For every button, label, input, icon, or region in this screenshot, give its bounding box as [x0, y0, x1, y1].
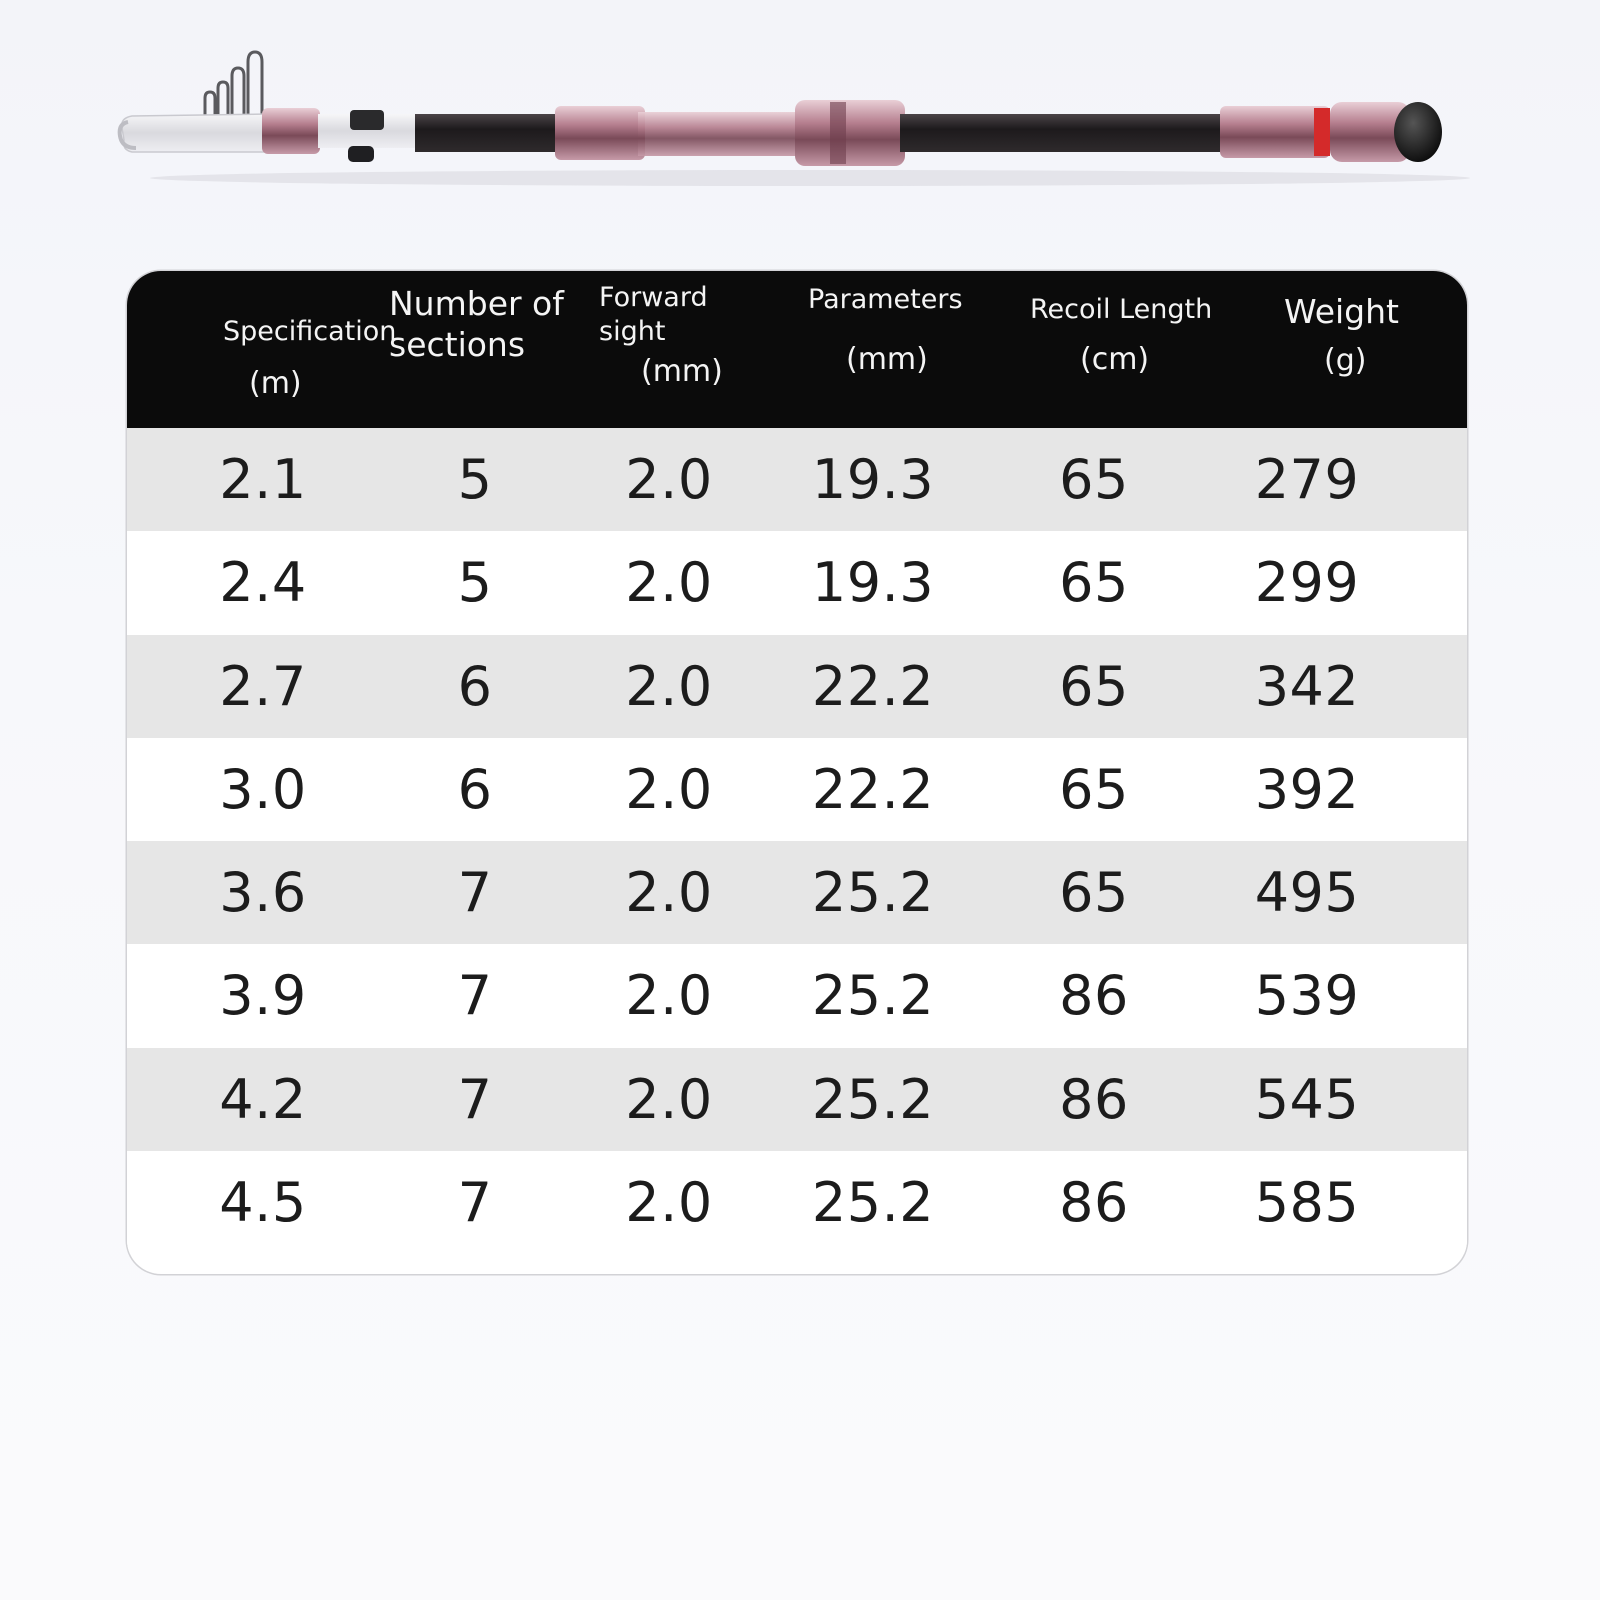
spec-table [127, 271, 1467, 1274]
cell-weight: 299 [1254, 551, 1360, 615]
cell-parameters: 19.3 [811, 551, 935, 615]
cell-weight: 539 [1254, 964, 1360, 1028]
table-row [127, 738, 1467, 841]
cell-sections: 7 [457, 861, 493, 925]
header-recoil-length [1030, 293, 1212, 378]
cell-specification: 3.6 [219, 861, 307, 925]
cell-weight: 342 [1254, 654, 1360, 718]
cell-forward-sight: 2.0 [625, 654, 713, 718]
header-recoil-length-label: Recoil Length [1030, 294, 1213, 325]
cell-specification: 3.0 [219, 757, 307, 821]
table-row [127, 428, 1467, 531]
cell-specification: 2.1 [219, 448, 307, 512]
telescopic-fishing-rod-icon [110, 40, 1490, 200]
cell-forward-sight: 2.0 [625, 448, 713, 512]
cell-parameters: 25.2 [811, 964, 935, 1028]
cell-weight: 495 [1254, 861, 1360, 925]
cell-forward-sight: 2.0 [625, 1170, 713, 1234]
cell-specification: 2.4 [219, 551, 307, 615]
cell-specification: 4.2 [219, 1067, 307, 1131]
cell-specification: 3.9 [219, 964, 307, 1028]
cell-sections: 7 [457, 964, 493, 1028]
cell-parameters: 25.2 [811, 1067, 935, 1131]
cell-parameters: 22.2 [811, 757, 935, 821]
header-parameters-label: Parameters [808, 284, 963, 315]
fishing-rod-image [110, 40, 1490, 200]
header-weight-unit: (g) [1324, 343, 1367, 379]
cell-forward-sight: 2.0 [625, 861, 713, 925]
cell-recoil-length: 65 [1059, 654, 1129, 718]
table-row [127, 531, 1467, 634]
header-forward-sight-line1: Forward [599, 282, 708, 313]
cell-specification: 4.5 [219, 1170, 307, 1234]
header-recoil-length-unit: (cm) [1080, 341, 1150, 377]
cell-parameters: 22.2 [811, 654, 935, 718]
cell-sections: 5 [457, 448, 493, 512]
header-parameters [808, 283, 963, 378]
cell-recoil-length: 65 [1059, 757, 1129, 821]
header-forward-sight-line2: sight [599, 315, 666, 347]
cell-sections: 7 [457, 1170, 493, 1234]
table-row [127, 635, 1467, 738]
header-forward-sight [599, 281, 723, 390]
table-header [127, 271, 1467, 428]
cell-weight: 545 [1254, 1067, 1360, 1131]
header-specification-label: Specification [223, 316, 397, 347]
header-number-of-sections-line1: Number of [389, 284, 564, 323]
cell-parameters: 25.2 [811, 1170, 935, 1234]
header-specification-unit: (m) [249, 365, 302, 401]
cell-recoil-length: 86 [1059, 1170, 1129, 1234]
table-row [127, 1048, 1467, 1151]
cell-forward-sight: 2.0 [625, 551, 713, 615]
cell-sections: 5 [457, 551, 493, 615]
cell-forward-sight: 2.0 [625, 964, 713, 1028]
cell-recoil-length: 65 [1059, 448, 1129, 512]
header-number-of-sections-line2: sections [389, 325, 526, 365]
header-weight [1284, 291, 1399, 380]
cell-parameters: 19.3 [811, 448, 935, 512]
header-specification [223, 315, 396, 402]
table-body [127, 428, 1467, 1254]
header-forward-sight-unit: (mm) [641, 353, 723, 389]
cell-sections: 7 [457, 1067, 493, 1131]
cell-forward-sight: 2.0 [625, 757, 713, 821]
table-row [127, 841, 1467, 944]
cell-specification: 2.7 [219, 654, 307, 718]
table-row [127, 944, 1467, 1047]
header-number-of-sections [389, 283, 564, 366]
header-parameters-unit: (mm) [846, 341, 928, 377]
cell-parameters: 25.2 [811, 861, 935, 925]
cell-recoil-length: 65 [1059, 551, 1129, 615]
cell-forward-sight: 2.0 [625, 1067, 713, 1131]
cell-weight: 585 [1254, 1170, 1360, 1234]
cell-weight: 279 [1254, 448, 1360, 512]
cell-recoil-length: 65 [1059, 861, 1129, 925]
cell-weight: 392 [1254, 757, 1360, 821]
cell-recoil-length: 86 [1059, 1067, 1129, 1131]
table-row [127, 1151, 1467, 1254]
cell-sections: 6 [457, 654, 493, 718]
cell-sections: 6 [457, 757, 493, 821]
cell-recoil-length: 86 [1059, 964, 1129, 1028]
header-weight-label: Weight [1284, 292, 1399, 331]
